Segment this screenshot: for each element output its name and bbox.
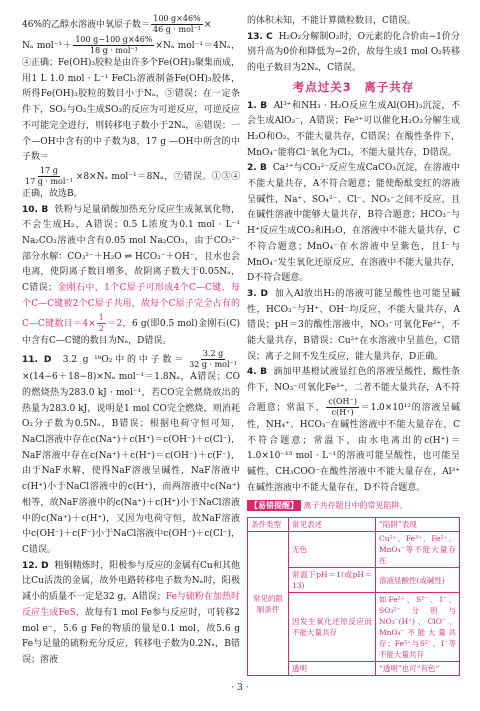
table-row: 常温下pH＝1(或pH＝13) 溶液显酸性(或碱性) — [248, 568, 460, 593]
table-row: 因发生氧化还原反应而不能大量共存 如Fe²⁺、S²⁻、I⁻、SO₃²⁻分别与NO₃⁻(H⁺)、ClO⁻、MnO₄⁻不能大量共存；Fe³⁺与S²⁻、I⁻等不能大量共存 — [248, 593, 460, 662]
section-title: 考点过关3 离子共存 — [292, 79, 415, 94]
fraction-half: $\frac{1}{2}$ — [98, 312, 104, 333]
answer-2: 2. B Ca²⁺与CO₃²⁻反应生成CaCO₃沉淀，在溶液中不能大量共存，A不符合题意；能使酚酞变红的溶液呈碱性，Na⁺、SO₄²⁻、Cl⁻、NO₃⁻之间不反应，且在碱性溶液中能够大量共存，B符合题意；HCO₃⁻与H⁺反应生成CO₂和H₂O，在溶液中不能大量共存，C不符合题意；MnO₄⁻在水溶液中呈紫色，且I⁻与MnO₄⁻发生氧化还原反应，在溶液中不能大量共存，D不符合题意。 — [247, 163, 460, 284]
left-column — [22, 14, 240, 669]
fraction-oh-h: $\frac{c(OH^-)}{c(H^+)}$ — [328, 396, 357, 417]
table-header-row: 条件类型 常见表述 “陷阱”表现 — [248, 518, 460, 532]
fraction-water: $\frac{100 g-100 g\times 46\%}{\text{18 g · mol⁻¹}}$ — [75, 35, 153, 55]
answer-3: 3. D 加入Al放出H₂的溶液可能呈酸性也可能呈碱性，HCO₃⁻与H⁺、OH⁻均反应，不能大量共存，A错误；pH＝3的酸性溶液中，NO₃⁻可氧化Fe²⁺，不能大量共存，B错误；Cu²⁺在水溶液中呈蓝色，C错误；离子之间不发生反应，能大量共存，D正确。 — [247, 288, 460, 362]
fraction-ethanol: $\frac{100 g\times 46\%}{\text{46 g · mol⁻¹}}$ — [153, 14, 201, 34]
traps-table — [247, 517, 460, 676]
fraction-o18: $\frac{3.2 g}{\text{32 g · mol⁻¹}}$ — [189, 349, 237, 370]
page-number: · 3 · — [231, 683, 249, 693]
fraction-oh: $\frac{17 g}{\text{17 g · mol⁻¹}}$ — [25, 165, 73, 186]
answer-12: 12. D 粗铜精炼时，阳极参与反应的金属有Cu和其他比Cu活泼的金属，故外电路转移电子数为Nₐ时，阳极减小的质量不一定是32 g，A错误；Fe与硫粉在加热时反应生成FeS，故每有1 mol Fe参与反应时，可转移2 mol e⁻，5.6 g Fe的物质的量是0.1 mol，故5.6 g Fe与足量的硫粉充分反应，转移电子数为0.2Nₐ，B错误；溶液 — [22, 560, 240, 665]
answer-10: 10. B 铁粉与足量硝酸加热充分反应生成氮氧化物，不会生成H₂，A错误；0.5 L浓度为0.1 mol · L⁻¹ Na₂CO₃溶液中含有0.05 mol Na₂CO₃，由于CO₃²⁻部分水解：CO₃²⁻＋H₂O ⇌ HCO₃⁻＋OH⁻，且水也会电离，使阴离子数目增多，故阴离子数大于0.05Nₐ，C错误；金刚石中，1个C原子可形成4个C—C键，每个C—C键被2个C原子共用，故每个C原子完全占有的C—C键数目＝4× $\frac{1}{2}$ ＝2，6 g(即0.5 mol)金刚石(C)中含有C—C键的数目为Nₐ，D错误。 — [22, 204, 240, 346]
paragraph-q12-cont: 的体积未知，不能计算微粒数目，C错误。 — [247, 16, 416, 26]
tip-header: 【易错提醒】 离子共存题目中的常见陷阱。 — [247, 498, 460, 514]
answer-1: 1. B Al³⁺和NH₃ · H₂O反应生成Al(OH)₃沉淀，不会生成AlO₂⁻，A错误；Fe³⁺可以催化H₂O₂分解生成H₂O和O₂，不能大量共存，C错误；在酸性条件下，MnO₄⁻能将Cl⁻氧化为Cl₂，不能大量共存，D错误。 — [247, 100, 460, 158]
answer-13: 13. C H₂O₂分解制O₂时，O元素的化合价由−1价分别升高为0价和降低为−2价，故每生成1 mol O₂转移的电子数目为2Nₐ，C错误。 — [247, 31, 460, 74]
table-row: 常见的限制条件 无色 Cu²⁺、Fe³⁺、Fe²⁺、MnO₄⁻等不能大量存在 — [248, 532, 460, 568]
answer-11: 11. D 3.2 g ¹⁸O₂中的中子数＝ $\frac{3.2 g}{\text{32 g · mol⁻¹}}$ ×(14−6＋18−8)×Nₐ mol⁻¹＝1.8Nₐ，A错误；CO的燃烧热为283.0 kJ · mol⁻¹，若CO完全燃烧放出的热量为283.0 kJ，说明是1 mol CO完全燃烧，则消耗O₂分子数为0.5Nₐ，B错误；根据电荷守恒可知，NaCl溶液中存在c(Na⁺)＋c(H⁺)＝c(OH⁻)＋c(Cl⁻)，NaF溶液中存在c(Na⁺)＋c(H⁺)＝c(OH⁻)＋c(F⁻)，由于NaF水解，使得NaF溶液呈碱性，NaF溶液中c(H⁺)小于NaCl溶液中的c(H⁺)，而两溶液中c(Na⁺)相等，故NaF溶液中的c(Na⁺)＋c(H⁺)小于NaCl溶液中的c(Na⁺)＋c(H⁺)，又因为电荷守恒，故NaF溶液中c(OH⁻)＋c(F⁻)小于NaCl溶液中c(OH⁻)＋c(Cl⁻)，C错误。 — [22, 349, 240, 555]
paragraph-q9-cont: 46%的乙醇水溶液中氧原子数＝ $\frac{100 g\times 46\%}{\text{46 g · mol⁻¹}}$ × Nₐ mol⁻¹＋ $\frac{100 g-100 g\times 46\%}{\text{18 g · mol⁻¹}}$ ×Nₐ mol⁻¹＝4Nₐ，④正确；Fe(OH)₃胶粒是由许多个Fe(OH)₃聚集而成，用1 L 1.0 mol · L⁻¹ FeCl₃溶液制备Fe(OH)₃胶体，所得Fe(OH)₃胶粒的数目小于Nₐ，⑤错误；在一定条件下，SO₂与O₂生成SO₃的反应为可逆反应，可逆反应不可能完全进行，则转移电子数小于2Nₐ，⑥错误；一个—OH中含有的中子数为8，17 g —OH中所含的中子数＝ $\frac{17 g}{\text{17 g · mol⁻¹}}$ ×8×Nₐ mol⁻¹＝8Nₐ，⑦错误。①③④正确，故选B。 — [22, 14, 240, 199]
answer-4: 4. B 滴加甲基橙试液显红色的溶液呈酸性，酸性条件下，NO₃⁻可氧化Fe²⁺，二者不能大量共存，A不符合题意；常温下， $\frac{c(OH^-)}{c(H^+)}$ ＝1.0×10¹²的溶液呈碱性，NH₄⁺、HCO₃⁻在碱性溶液中不能大量存在，C不符合题意；常温下，由水电离出的c(H⁺)＝1.0×10⁻¹³ mol · L⁻¹的溶液可能呈酸性，也可能呈碱性，CH₃COO⁻在酸性溶液中不能大量存在，Al³⁺在碱性溶液中不能大量存在，D不符合题意。 — [247, 367, 460, 493]
right-column — [247, 14, 460, 676]
tip-label: 【易错提醒】 — [247, 500, 301, 511]
table-row: 透明 “透明”也可“有色” — [248, 662, 460, 676]
